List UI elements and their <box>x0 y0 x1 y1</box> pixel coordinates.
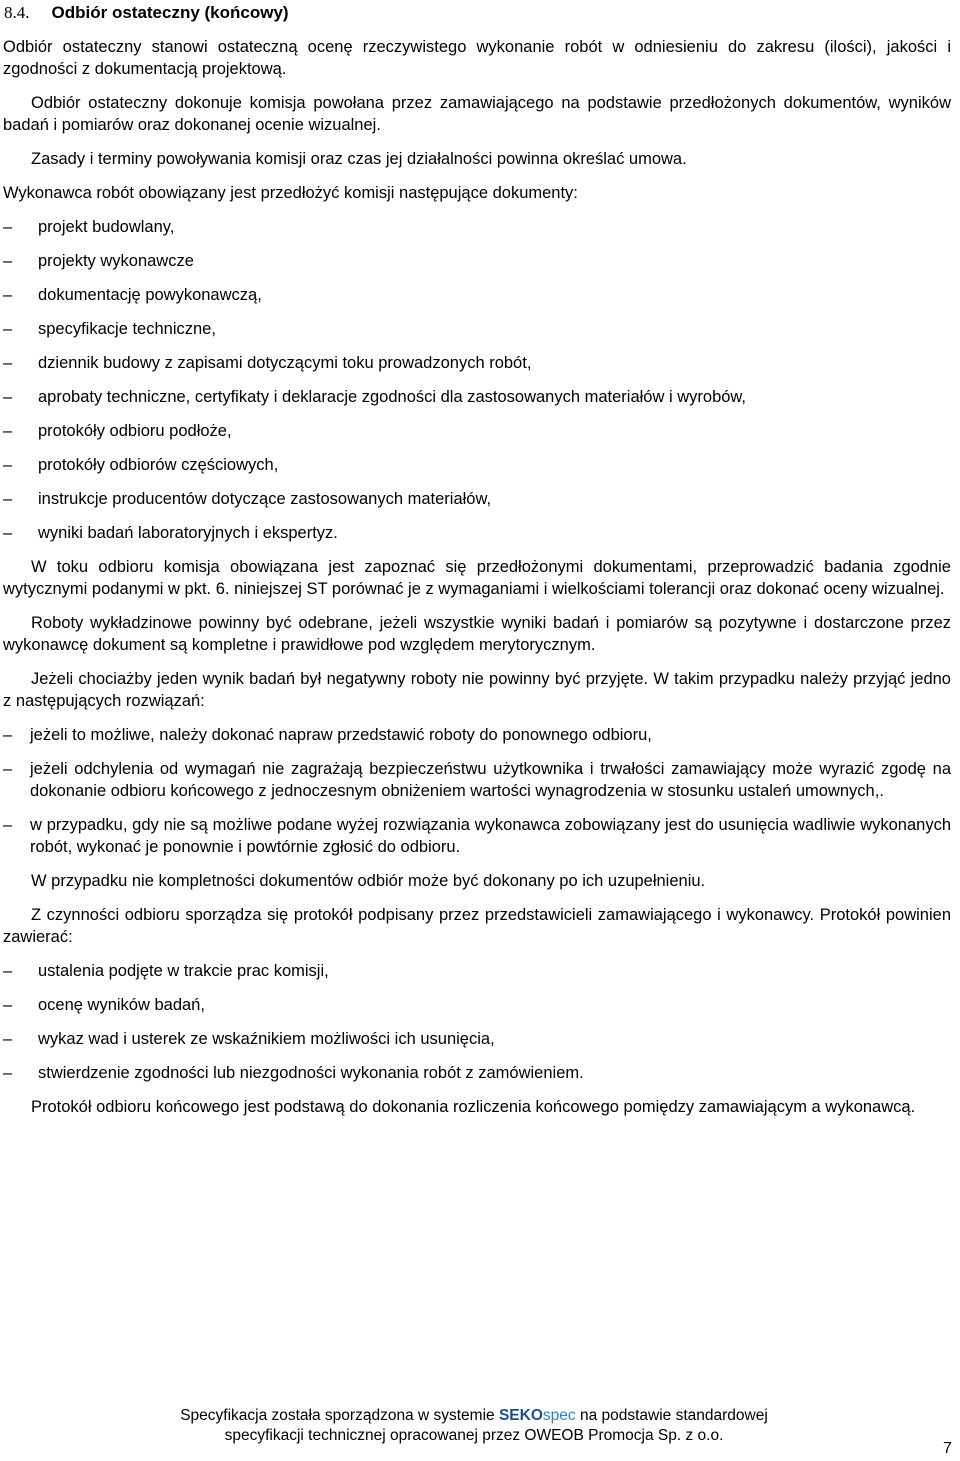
list-item: – dziennik budowy z zapisami dotyczącymi toku prowadzonych robót, <box>3 354 532 372</box>
list-item: – projekty wykonawcze <box>3 252 194 270</box>
solutions-list <box>3 724 951 858</box>
dash-bullet: – <box>3 816 13 834</box>
protocol-list <box>3 960 951 1084</box>
paragraph-protocol: Z czynności odbioru sporządza się protokół podpisany przez przedstawicieli zamawiającego i wykonawcy. Protokół powinien zawierać: <box>3 906 951 946</box>
list-item: – stwierdzenie zgodności lub niezgodności wykonania robót z zamówieniem. <box>3 1064 584 1082</box>
list-item: – wykaz wad i usterek ze wskaźnikiem możliwości ich usunięcia, <box>3 1030 495 1048</box>
dash-bullet: – <box>3 996 13 1014</box>
paragraph-commission: Odbiór ostateczny dokonuje komisja powołana przez zamawiającego na podstawie przedłożonych dokumentów, wyników badań i pomiarów oraz dokonanej ocenie wizualnej. <box>3 94 951 134</box>
dash-bullet: – <box>3 286 13 304</box>
dash-bullet: – <box>3 422 13 440</box>
paragraph-negative-result: Jeżeli chociażby jeden wynik badań był negatywny roboty nie powinny być przyjęte. W takim przypadku należy przyjąć jedno z następujących rozwiązań: <box>3 670 951 710</box>
page-number: 7 <box>943 1440 952 1457</box>
paragraph-documents-intro: Wykonawca robót obowiązany jest przedłożyć komisji następujące dokumenty: <box>3 184 578 202</box>
documents-list <box>3 216 951 544</box>
dash-bullet: – <box>3 490 13 508</box>
paragraph-incomplete: W przypadku nie kompletności dokumentów odbiór może być dokonany po ich uzupełnieniu. <box>31 872 706 890</box>
list-item: – dokumentację powykonawczą, <box>3 286 262 304</box>
list-item: – protokóły odbioru podłoże, <box>3 422 232 440</box>
dash-bullet: – <box>3 456 13 474</box>
dash-bullet: – <box>3 320 13 338</box>
dash-bullet: – <box>3 218 13 236</box>
paragraph-rules: Zasady i terminy powoływania komisji oraz czas jej działalności powinna określać umowa. <box>31 150 687 168</box>
footer-line-2: specyfikacji technicznej opracowanej przez OWEOB Promocja Sp. z o.o. <box>224 1427 724 1444</box>
list-item: – wyniki badań laboratoryjnych i ekspertyz. <box>3 524 338 542</box>
dash-bullet: – <box>3 726 13 744</box>
section-number: 8.4. <box>4 3 30 22</box>
paragraph-final-settlement: Protokół odbioru końcowego jest podstawą do dokonania rozliczenia końcowego pomiędzy zamawiającym a wykonawcą. <box>31 1098 916 1116</box>
dash-bullet: – <box>3 388 13 406</box>
section-heading <box>4 2 289 24</box>
list-item: – ustalenia podjęte w trakcie prac komisji, <box>3 962 329 980</box>
list-item: – specyfikacje techniczne, <box>3 320 216 338</box>
dash-bullet: – <box>3 1030 13 1048</box>
list-item: – ocenę wyników badań, <box>3 996 205 1014</box>
section-body <box>3 36 951 1118</box>
dash-bullet: – <box>3 962 13 980</box>
footer-line-1: Specyfikacja została sporządzona w systemie SEKOspec na podstawie standardowej <box>180 1407 768 1424</box>
list-item: – w przypadku, gdy nie są możliwe podane wyżej rozwiązania wykonawca zobowiązany jest do usunięcia wadliwie wykonanych robót, wykonać je ponownie i powtórnie zgłosić do odbioru. <box>3 816 951 856</box>
paragraph-scope: Odbiór ostateczny stanowi ostateczną ocenę rzeczywistego wykonanie robót w odniesieniu do zakresu (ilości), jakości i zgodności z dokumentacją projektową. <box>3 38 951 78</box>
dash-bullet: – <box>3 1064 13 1082</box>
list-item: – jeżeli to możliwe, należy dokonać napraw przedstawić roboty do ponownego odbioru, <box>3 726 652 744</box>
list-item: – protokóły odbiorów częściowych, <box>3 456 279 474</box>
dash-bullet: – <box>3 252 13 270</box>
dash-bullet: – <box>3 524 13 542</box>
page-footer <box>0 1406 948 1446</box>
dash-bullet: – <box>3 354 13 372</box>
list-item: – jeżeli odchylenia od wymagań nie zagrażają bezpieczeństwu użytkownika i trwałości zamawiający może wyrazić zgodę na dokonanie odbioru końcowego z jednoczesnym obniżeniem wartości wynagrodzenia w stosunku ustaleń umownych,. <box>3 760 951 800</box>
paragraph-acceptance: Roboty wykładzinowe powinny być odebrane, jeżeli wszystkie wyniki badań i pomiarów są pozytywne i dostarczone przez wykonawcę dokument są kompletne i prawidłowe pod względem merytorycznym. <box>3 614 951 654</box>
sekospec-logo: SEKOspec <box>498 1407 576 1424</box>
section-title: Odbiór ostateczny (końcowy) <box>51 3 289 22</box>
list-item: – instrukcje producentów dotyczące zastosowanych materiałów, <box>3 490 492 508</box>
list-item: – aprobaty techniczne, certyfikaty i deklaracje zgodności dla zastosowanych materiałów i wyrobów, <box>3 388 747 406</box>
paragraph-review: W toku odbioru komisja obowiązana jest zapoznać się przedłożonymi dokumentami, przeprowadzić badania zgodnie wytycznymi podanymi w pkt. 6. niniejszej ST porównać je z wymaganiami i wielkościami tolerancji oraz dokonać oceny wizualnej. <box>3 558 951 598</box>
dash-bullet: – <box>3 760 13 778</box>
list-item: – projekt budowlany, <box>3 218 175 236</box>
